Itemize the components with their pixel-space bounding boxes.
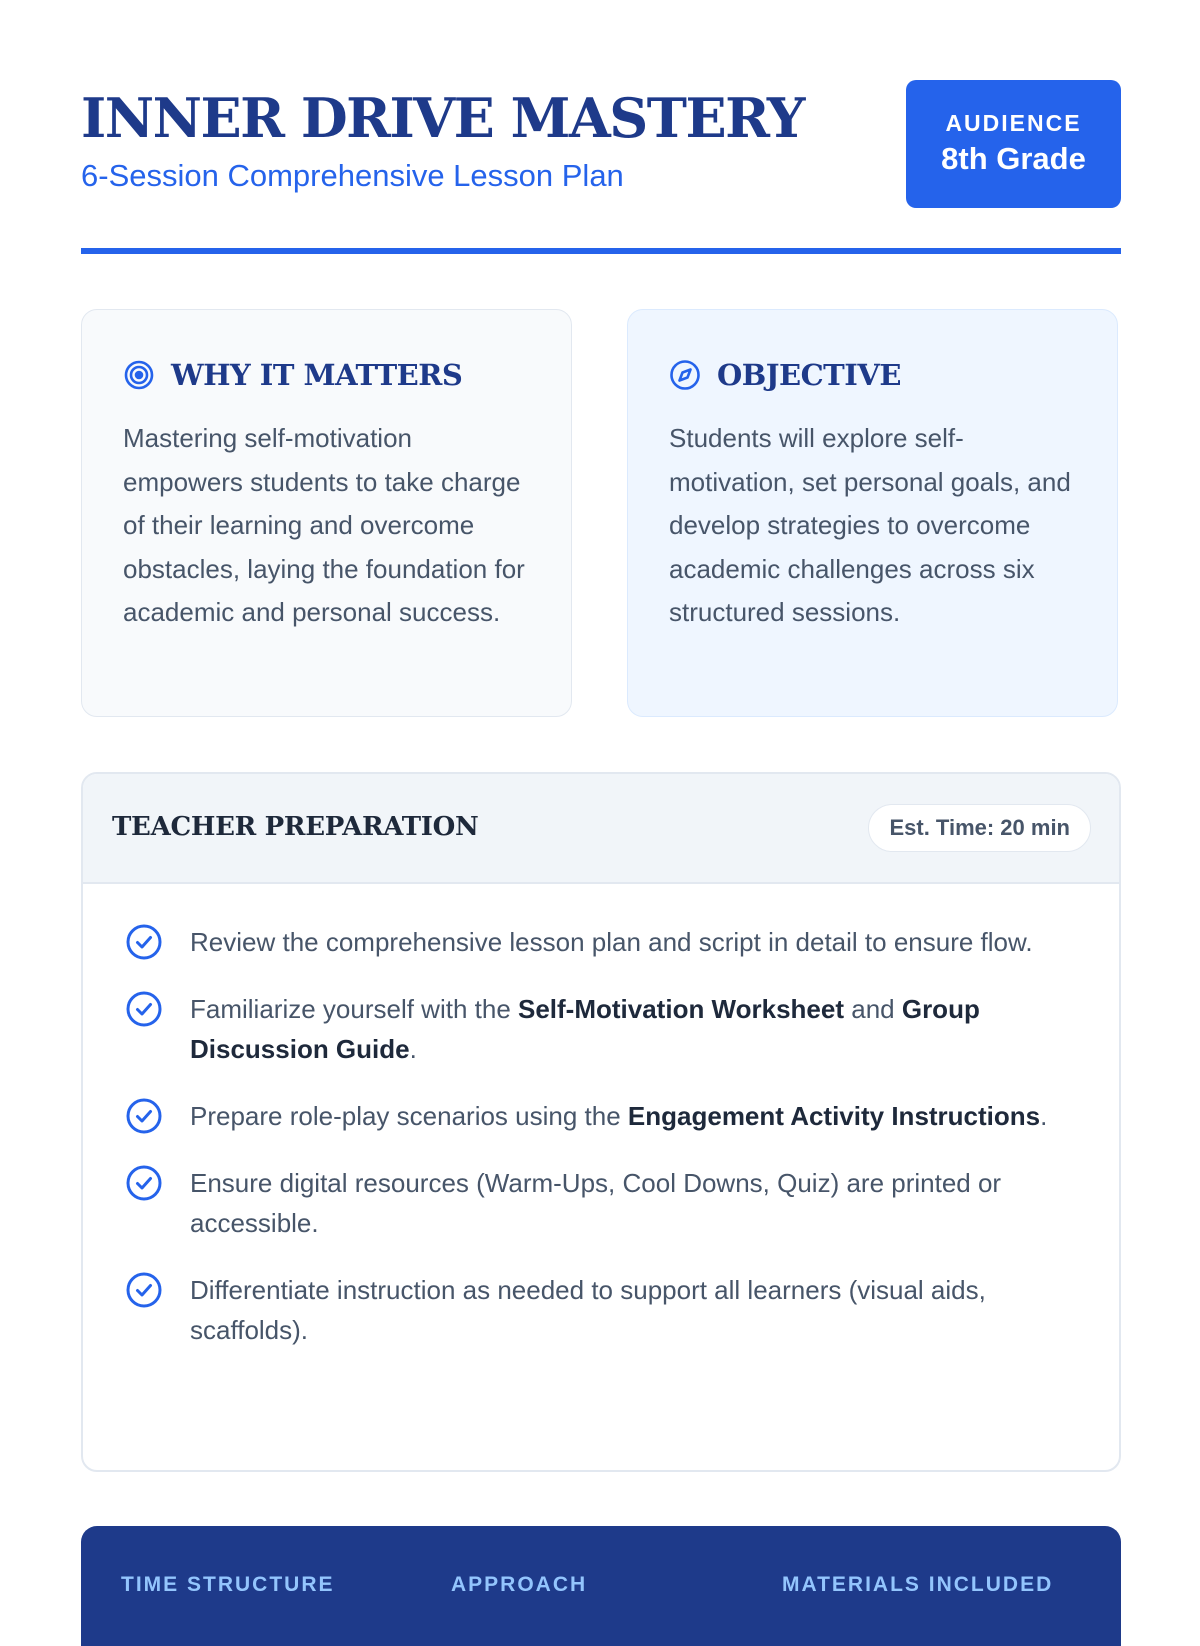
resource-name: Group Discussion Guide xyxy=(190,994,980,1064)
check-circle-icon xyxy=(124,1163,164,1203)
item-text-segment: Prepare role-play scenarios using the xyxy=(190,1101,628,1131)
audience-value: 8th Grade xyxy=(941,141,1086,176)
checklist-item-text xyxy=(190,922,1033,962)
checklist-item xyxy=(124,1270,1084,1350)
resource-name: Engagement Activity Instructions xyxy=(627,1101,1041,1131)
checklist-item xyxy=(124,989,1084,1069)
resource-name: Self-Motivation Worksheet xyxy=(518,994,845,1024)
check-circle-icon xyxy=(124,1096,164,1136)
audience-label: AUDIENCE xyxy=(945,110,1082,136)
item-text-segment: Familiarize yourself with the xyxy=(190,994,518,1024)
why-it-matters-title: WHY IT MATTERS xyxy=(171,358,463,392)
compass-icon xyxy=(669,359,701,391)
summary-band xyxy=(81,1526,1121,1646)
header-divider xyxy=(81,248,1121,254)
check-circle-icon xyxy=(124,989,164,1029)
target-icon xyxy=(123,359,155,391)
why-it-matters-text: Mastering self-motivation empowers students to take charge of their learning and overcome obstacles, laying the foundation for academic and personal success. xyxy=(123,423,525,627)
preparation-checklist xyxy=(124,922,1084,1377)
objective-text: Students will explore self-motivation, set personal goals, and develop strategies to overcome academic challenges across six structured sessions. xyxy=(669,423,1071,627)
checklist-item-text xyxy=(190,1270,1084,1350)
materials-included-label: MATERIALS INCLUDED xyxy=(782,1573,1054,1596)
objective-card xyxy=(627,309,1118,717)
check-circle-icon xyxy=(124,1270,164,1310)
item-text-segment: . xyxy=(1040,1101,1048,1131)
teacher-preparation-header xyxy=(83,774,1119,884)
objective-title: OBJECTIVE xyxy=(717,358,901,392)
header xyxy=(81,80,1121,210)
item-text-segment: . xyxy=(409,1034,417,1064)
checklist-item xyxy=(124,922,1084,962)
time-structure-label: TIME STRUCTURE xyxy=(121,1573,335,1596)
page-title: INNER DRIVE MASTERY xyxy=(81,86,804,150)
audience-badge xyxy=(906,80,1121,208)
teacher-preparation-title: TEACHER PREPARATION xyxy=(112,812,479,842)
item-text-segment: Ensure digital resources (Warm-Ups, Cool Downs, Quiz) are printed or accessible. xyxy=(190,1168,1002,1238)
approach-label: APPROACH xyxy=(451,1573,588,1596)
checklist-item-text xyxy=(190,1163,1084,1243)
lesson-plan-page xyxy=(81,0,1121,1600)
checklist-item xyxy=(124,1096,1084,1136)
checklist-item-text xyxy=(190,989,1084,1069)
item-text-segment: Differentiate instruction as needed to support all learners (visual aids, scaffolds). xyxy=(190,1275,986,1345)
item-text-segment: Review the comprehensive lesson plan and script in detail to ensure flow. xyxy=(190,927,1033,957)
why-it-matters-card xyxy=(81,309,572,717)
teacher-preparation-panel xyxy=(81,772,1121,1472)
estimated-time-badge: Est. Time: 20 min xyxy=(868,804,1091,852)
checklist-item-text xyxy=(190,1096,1047,1136)
check-circle-icon xyxy=(124,922,164,962)
checklist-item xyxy=(124,1163,1084,1243)
page-subtitle: 6-Session Comprehensive Lesson Plan xyxy=(81,158,624,193)
item-text-segment: and xyxy=(844,994,902,1024)
